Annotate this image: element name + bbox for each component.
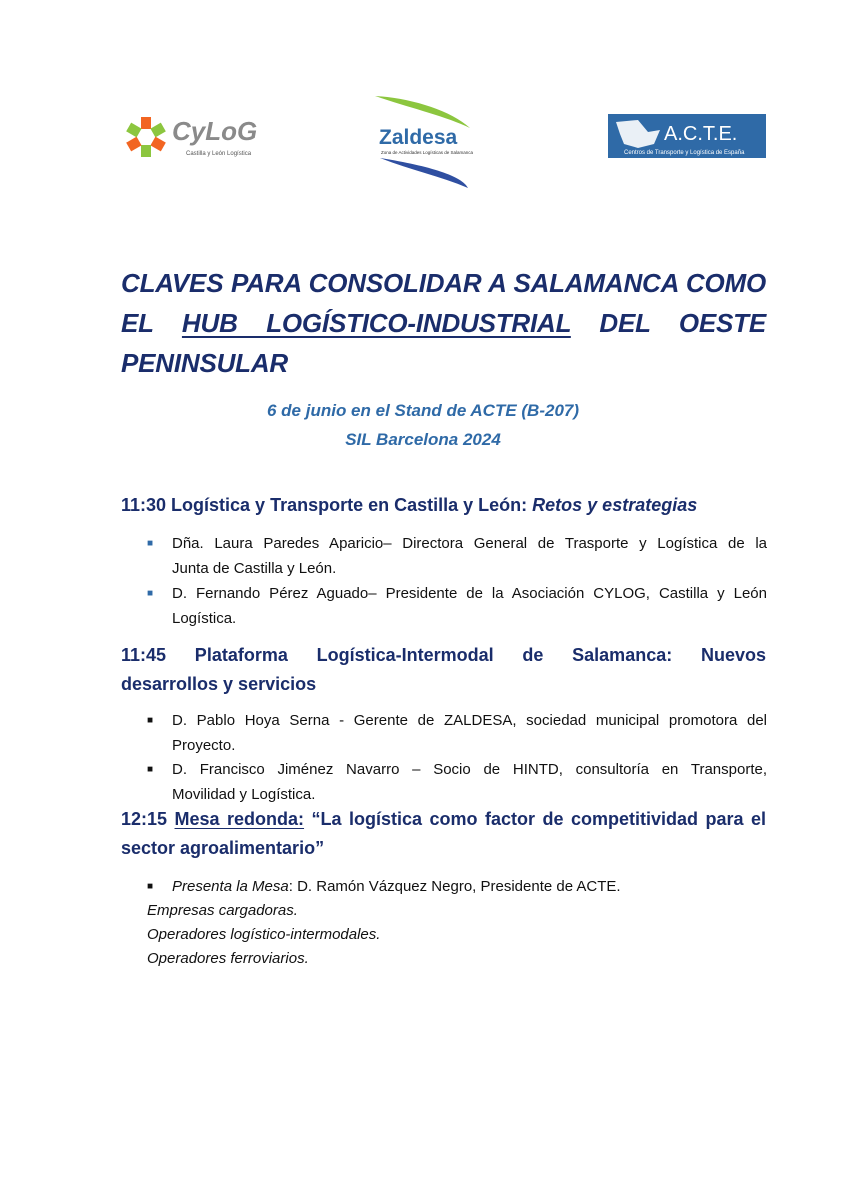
participant-group: Operadores logístico-intermodales.	[147, 926, 381, 943]
square-bullet-icon: ■	[147, 715, 154, 726]
svg-text:A.C.T.E.: A.C.T.E.	[664, 123, 738, 145]
list-item: ■ Dña. Laura Paredes Aparicio– Directora General de Trasporte y Logística de la Junta de Castilla y León.	[147, 531, 767, 581]
zaldesa-logo	[370, 92, 480, 190]
list-item: ■ D. Francisco Jiménez Navarro – Socio de HINTD, consultoría en Transporte, Movilidad y Logística.	[147, 757, 767, 807]
participant-group: Operadores ferroviarios.	[147, 950, 309, 967]
square-bullet-icon: ■	[147, 881, 154, 892]
mesa-redonda-label: Mesa redonda:	[174, 809, 305, 829]
hub-emphasis: HUB LOGÍSTICO-INDUSTRIAL	[181, 308, 571, 338]
svg-text:Zaldesa: Zaldesa	[379, 126, 458, 149]
cylog-emblem-icon	[124, 112, 289, 162]
page-title	[121, 263, 766, 383]
svg-text:Centros de Transporte y Logíst: Centros de Transporte y Logística de España	[624, 150, 745, 156]
section-1130-heading: 11:30 Logística y Transporte en Castilla y León: Retos y estrategias	[121, 495, 698, 515]
logo-bar	[0, 90, 846, 200]
list-item: ■ D. Pablo Hoya Serna - Gerente de ZALDESA, sociedad municipal promotora del Proyecto.	[147, 708, 767, 758]
event-date-stand: 6 de junio en el Stand de ACTE (B-207)	[266, 401, 580, 420]
section-1145-heading: 11:45 Plataforma Logística-Intermodal de Salamanca: Nuevos desarrollos y servicios	[121, 645, 766, 694]
square-bullet-icon: ■	[147, 588, 154, 599]
title-line-3: PENINSULAR	[121, 348, 289, 378]
title-line-1: CLAVES PARA CONSOLIDAR A SALAMANCA COMO	[121, 268, 766, 298]
participant-group: Empresas cargadoras.	[147, 902, 298, 919]
svg-text:Zona de Actividades Logísticas: Zona de Actividades Logísticas de Salamanca	[381, 150, 474, 155]
list-item: ■ Presenta la Mesa: D. Ramón Vázquez Negro, Presidente de ACTE.	[147, 874, 767, 899]
section-1215-heading: 12:15 Mesa redonda: “La logística como factor de competitividad para el sector agroalimentario”	[121, 809, 766, 858]
svg-text:CyLoG: CyLoG	[172, 116, 258, 146]
title-line-2: EL HUB LOGÍSTICO-INDUSTRIAL DEL OESTE	[121, 308, 766, 338]
square-bullet-icon: ■	[147, 538, 154, 549]
square-bullet-icon: ■	[147, 764, 154, 775]
event-subtitle	[0, 396, 846, 454]
zaldesa-swoosh-icon	[370, 92, 480, 190]
acte-logo	[608, 114, 766, 158]
svg-text:Castilla y León Logística: Castilla y León Logística	[186, 151, 252, 157]
list-item: ■ D. Fernando Pérez Aguado– Presidente de la Asociación CYLOG, Castilla y León Logística.	[147, 581, 767, 631]
cylog-logo	[124, 112, 289, 162]
event-name: SIL Barcelona 2024	[345, 430, 501, 449]
acte-emblem-icon	[608, 114, 766, 158]
